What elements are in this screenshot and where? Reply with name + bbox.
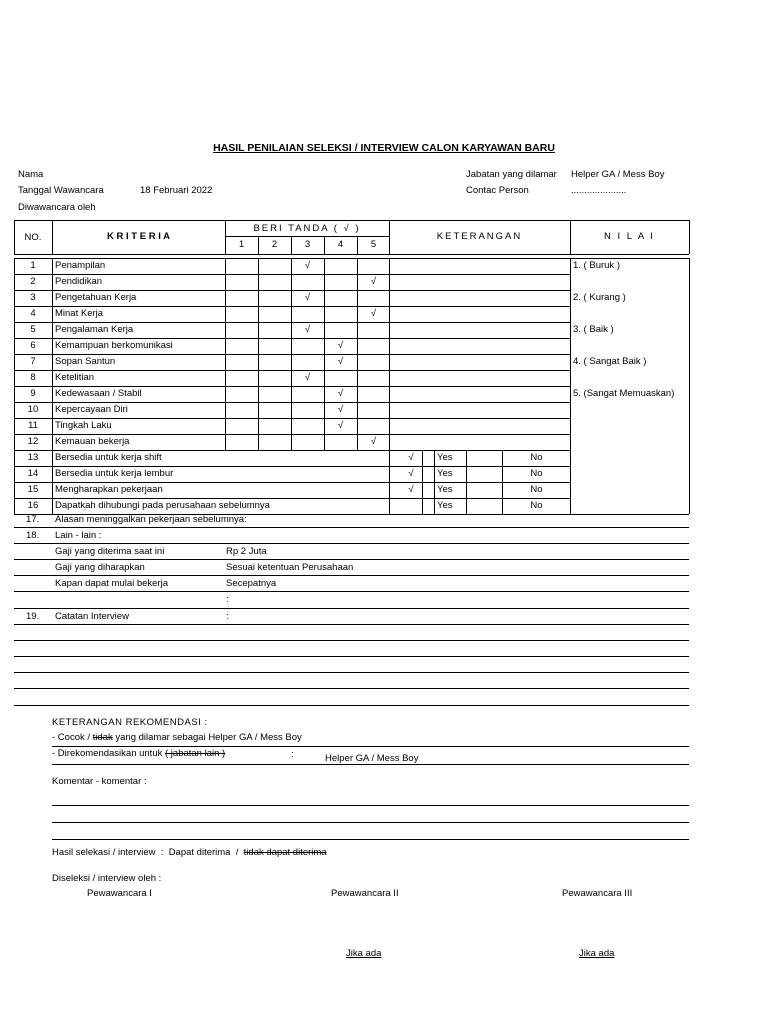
yes-option: Yes (437, 500, 453, 511)
criteria-no: 10 (27, 404, 39, 415)
rule (52, 746, 689, 747)
item18-row-label: Gaji yang diharapkan (55, 562, 145, 573)
item19-label: Catatan Interview (55, 611, 129, 622)
criteria-label: Dapatkah dihubungi pada perusahaan sebelumnya (55, 500, 270, 511)
header-score-5: 5 (370, 239, 377, 250)
table-rule (258, 258, 259, 450)
check-mark-icon: √ (370, 436, 377, 447)
table-rule (14, 434, 570, 435)
table-rule (14, 450, 570, 451)
header-score-1: 1 (238, 239, 245, 250)
score-scale-item: 3. ( Baik ) (573, 324, 614, 335)
header-remarks: KETERANGAN (436, 231, 523, 242)
score-scale-item: 4. ( Sangat Baik ) (573, 356, 647, 367)
item18-row-label: Kapan dapat mulai bekerja (55, 578, 169, 589)
table-rule (14, 306, 570, 307)
table-rule (14, 338, 570, 339)
criteria-label: Pengalaman Kerja (55, 324, 134, 335)
criteria-label: Minat Kerja (55, 308, 104, 319)
table-rule (689, 220, 690, 254)
criteria-label: Bersedia untuk kerja lembur (55, 468, 174, 479)
table-rule (14, 640, 689, 641)
item17-label: Alasan meninggalkan pekerjaan sebelumnya: (55, 514, 247, 525)
table-rule (434, 450, 435, 514)
position-value: Helper GA / Mess Boy (571, 169, 665, 180)
item19-no: 19. (26, 611, 40, 622)
table-rule (14, 258, 689, 259)
table-rule (14, 591, 689, 592)
check-mark-icon: √ (304, 260, 311, 271)
header-score-2: 2 (271, 239, 278, 250)
check-mark-icon: √ (337, 356, 344, 367)
table-rule (689, 258, 690, 514)
check-mark-icon: √ (370, 308, 377, 319)
interviewer-3-label: Pewawancara III (562, 888, 633, 899)
interview-date-label: Tanggal Wawancara (18, 185, 104, 196)
table-rule (14, 624, 689, 625)
score-scale-item: 2. ( Kurang ) (573, 292, 626, 303)
criteria-label: Pendidikan (55, 276, 103, 287)
item18-row-label: Gaji yang diterima saat ini (55, 546, 165, 557)
check-mark-icon: √ (337, 404, 344, 415)
check-mark-icon: √ (370, 276, 377, 287)
item18-row-value: Sesuai ketentuan Perusahaan (226, 562, 354, 573)
check-mark-icon: √ (337, 388, 344, 399)
criteria-label: Mengharapkan pekerjaan (55, 484, 163, 495)
criteria-no: 8 (30, 372, 36, 383)
interviewed-by-label: Diwawancara oleh (18, 202, 96, 213)
criteria-no: 14 (27, 468, 39, 479)
rule (52, 805, 689, 806)
item17-no: 17. (26, 514, 40, 525)
criteria-no: 3 (30, 292, 36, 303)
position-label: Jabatan yang dilamar (466, 169, 557, 180)
criteria-label: Kemauan bekerja (55, 436, 130, 447)
recommendation-other-colon: : (291, 749, 294, 760)
table-rule (14, 354, 570, 355)
item18-row-value: Secepatnya (226, 578, 277, 589)
table-rule (14, 575, 689, 576)
table-rule (14, 418, 570, 419)
table-rule (14, 370, 570, 371)
check-mark-icon: √ (304, 292, 311, 303)
criteria-label: Kedewasaan / Stabil (55, 388, 142, 399)
item19-colon: : (226, 611, 229, 622)
yes-option: Yes (437, 468, 453, 479)
interviewer-2-label: Pewawancara II (331, 888, 399, 899)
criteria-label: Tingkah Laku (55, 420, 112, 431)
table-rule (14, 482, 570, 483)
item18-label: Lain - lain : (55, 530, 102, 541)
table-rule (14, 705, 689, 706)
header-no: NO. (24, 232, 42, 243)
criteria-no: 16 (27, 500, 39, 511)
interviewers-label: Diseleksi / interview oleh : (52, 873, 162, 884)
contact-value: ..................... (571, 185, 627, 196)
check-mark-icon: √ (304, 324, 311, 335)
check-mark-icon: √ (304, 372, 311, 383)
no-option: No (530, 484, 543, 495)
criteria-label: Pengetahuan Kerja (55, 292, 137, 303)
criteria-no: 2 (30, 276, 36, 287)
criteria-no: 9 (30, 388, 36, 399)
table-rule (14, 466, 570, 467)
table-rule (14, 543, 689, 544)
name-label: Nama (18, 169, 44, 180)
criteria-label: Bersedia untuk kerja shift (55, 452, 162, 463)
score-scale-item: 5. (Sangat Memuaskan) (573, 388, 675, 399)
table-rule (14, 672, 689, 673)
contact-label: Contac Person (466, 185, 529, 196)
no-option: No (530, 500, 543, 511)
header-rule-top (14, 220, 689, 221)
table-rule (14, 274, 570, 275)
check-mark-icon: √ (408, 468, 414, 479)
table-rule (14, 527, 689, 528)
check-mark-icon: √ (408, 452, 414, 463)
item18-row-value: Rp 2 Juta (226, 546, 267, 557)
table-rule (14, 290, 570, 291)
criteria-no: 11 (28, 420, 38, 431)
comments-label: Komentar - komentar : (52, 776, 147, 787)
rule (52, 822, 689, 823)
header-rule-bottom (14, 254, 689, 255)
page-title: HASIL PENILAIAN SELEKSI / INTERVIEW CALON KARYAWAN BARU (213, 142, 555, 154)
score-scale-item: 1. ( Buruk ) (573, 260, 620, 271)
criteria-label: Ketelitian (55, 372, 95, 383)
criteria-no: 6 (30, 340, 36, 351)
criteria-no: 15 (27, 484, 39, 495)
table-rule (14, 608, 689, 609)
interviewer-3-optional: Jika ada (579, 948, 615, 959)
table-rule (14, 498, 570, 499)
table-rule (14, 559, 689, 560)
table-rule (14, 656, 689, 657)
selection-result: Hasil selekasi / interview : Dapat diterima / tidak dapat diterima (52, 847, 327, 858)
interviewer-2-optional: Jika ada (346, 948, 382, 959)
interview-date-value: 18 Februari 2022 (140, 185, 213, 196)
check-mark-icon: √ (408, 484, 414, 495)
recommendation-other-value: Helper GA / Mess Boy (325, 753, 419, 764)
item18-row-value: : (226, 594, 229, 605)
no-option: No (530, 468, 543, 479)
criteria-label: Kepercayaan Diri (55, 404, 128, 415)
criteria-label: Sopan Santun (55, 356, 116, 367)
criteria-no: 12 (27, 436, 39, 447)
check-mark-icon: √ (337, 420, 344, 431)
item18-no: 18. (26, 530, 40, 541)
criteria-label: Kemampuan berkomunikasi (55, 340, 173, 351)
table-rule (14, 386, 570, 387)
table-rule (14, 402, 570, 403)
recommendation-other-line: - Direkomendasikan untuk ( jabatan lain ) (52, 748, 226, 759)
criteria-no: 1 (30, 260, 36, 271)
table-rule (225, 258, 226, 450)
table-rule (14, 322, 570, 323)
table-rule (52, 258, 53, 514)
criteria-no: 13 (27, 452, 39, 463)
header-rule-mid (225, 236, 389, 237)
interviewer-1-label: Pewawancara I (87, 888, 152, 899)
criteria-no: 5 (30, 324, 36, 335)
header-score-4: 4 (337, 239, 344, 250)
rule (52, 764, 689, 765)
header-criteria: K R I T E R I A (107, 231, 170, 242)
recommendation-fit-line: - Cocok / tidak yang dilamar sebagai Helper GA / Mess Boy (52, 732, 302, 743)
yes-option: Yes (437, 484, 453, 495)
no-option: No (530, 452, 543, 463)
rule (52, 839, 689, 840)
criteria-no: 4 (30, 308, 36, 319)
header-score-scale: N I L A I (604, 231, 655, 242)
yes-option: Yes (437, 452, 453, 463)
criteria-no: 7 (30, 356, 36, 367)
recommendation-heading: KETERANGAN REKOMENDASI : (52, 717, 208, 728)
criteria-label: Penampilan (55, 260, 106, 271)
header-score-3: 3 (304, 239, 311, 250)
check-mark-icon: √ (337, 340, 344, 351)
table-rule (291, 258, 292, 450)
table-rule (14, 688, 689, 689)
header-mark: BERI TANDA ( √ ) (253, 223, 361, 234)
